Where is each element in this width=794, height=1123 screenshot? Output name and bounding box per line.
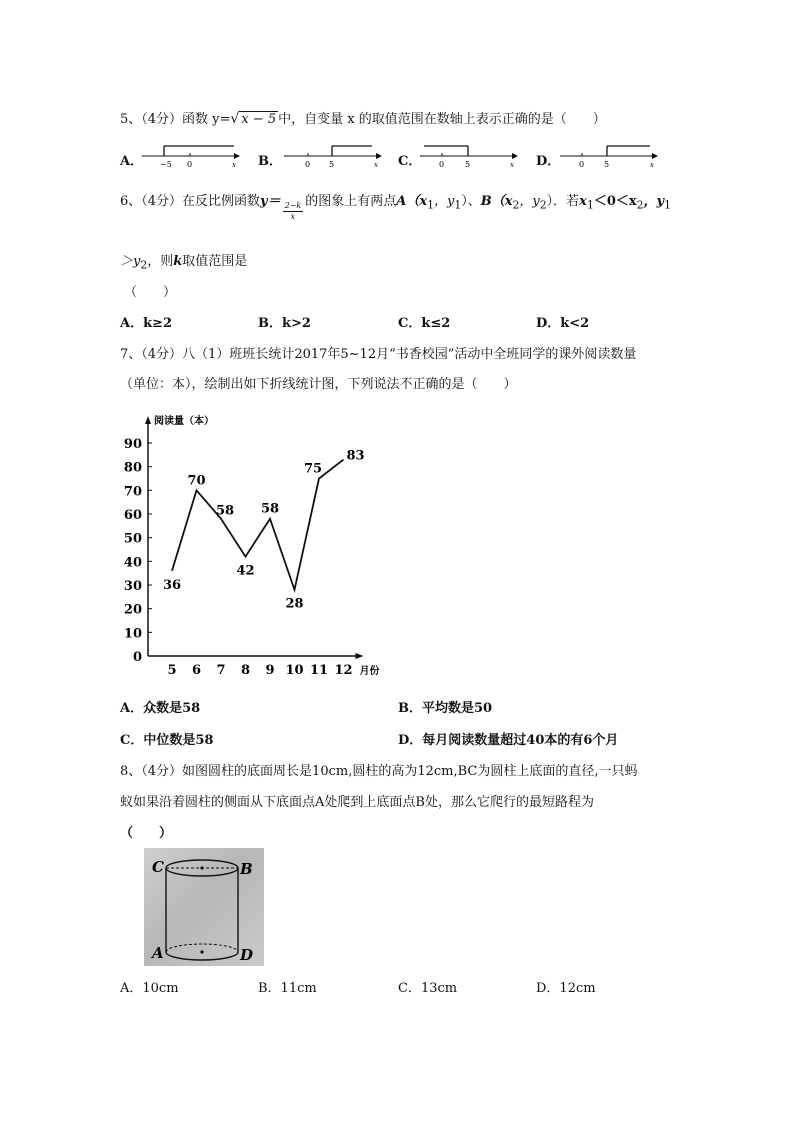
data-label: 42 xyxy=(236,563,255,579)
cylinder-drawing xyxy=(144,848,264,966)
q6-line2-a: ＞y xyxy=(120,254,141,269)
y-tick-label: 30 xyxy=(123,579,142,594)
q5-b-tick-2: 5 xyxy=(329,160,335,169)
q6-sub: 1 xyxy=(454,198,462,212)
q5-option-b-letter: B． xyxy=(258,154,282,169)
q6-line2-b: ，则 xyxy=(147,254,174,269)
q6-func: y＝ xyxy=(260,194,281,209)
q6-fraction xyxy=(283,201,304,222)
q6-option-b: B．k>2 xyxy=(258,316,311,331)
label-c: C xyxy=(152,858,164,876)
q6-cond-end: ，y xyxy=(643,194,665,209)
data-label: 83 xyxy=(346,448,365,464)
x-tick-label: 9 xyxy=(265,663,275,678)
q5-c-tick-2: 5 xyxy=(465,160,471,169)
q5-option-d-letter: D． xyxy=(536,154,561,169)
x-axis-label: 月份 xyxy=(359,666,380,677)
q7-line1: 7、（4分）八（1）班班长统计2017年5~12月“书香校园”活动中全班同学的课外阅读数量 xyxy=(120,347,637,362)
q6-option-d: D．k<2 xyxy=(536,316,590,331)
y-tick-label: 80 xyxy=(123,460,142,476)
y-axis-arrow xyxy=(145,416,151,424)
q5-suffix: 中，自变量 x 的取值范围在数轴上表示正确的是（ ） xyxy=(278,112,606,127)
q6-point-b: B（x xyxy=(480,194,513,209)
q5-d-tick-2: 5 xyxy=(604,160,610,169)
q6-k: k xyxy=(173,254,183,269)
x-axis-arrow xyxy=(356,653,364,659)
q5-option-c-letter: C． xyxy=(398,154,422,169)
q8-line2: 蚁如果沿着圆柱的侧面从下底面点A处爬到上底面点B处，那么它爬行的最短路程为 xyxy=(120,795,594,810)
q6-cond: x xyxy=(579,194,587,209)
q5-a-tick-1: −5 xyxy=(160,160,172,169)
q5-c-axis: x xyxy=(510,161,514,169)
q5-sqrt: √ x − 5 xyxy=(230,111,277,127)
q5-b-axis: x xyxy=(374,161,378,169)
q5-c-tick-1: 0 xyxy=(439,160,445,169)
q6-text-a: 6、（4分）在反比例函数 xyxy=(120,194,261,209)
label-a: A xyxy=(152,944,164,962)
q6-sub: 2 xyxy=(512,198,520,212)
q5-option-d-numberline xyxy=(560,142,660,170)
y-tick-label: 40 xyxy=(123,555,142,571)
label-d: D xyxy=(240,946,254,964)
x-tick-label: 12 xyxy=(334,663,353,678)
q6-option-c: C．k≤2 xyxy=(398,316,451,331)
q7-option-c: C．中位数是58 xyxy=(120,733,214,748)
y-tick-label: 20 xyxy=(123,602,142,618)
q6-close: ）．若 xyxy=(546,194,580,209)
q5-b-tick-1: 0 xyxy=(305,160,311,169)
q8-line1: 8、（4分）如图圆柱的底面周长是10cm,圆柱的高为12cm,BC为圆柱上底面的直径,一只蚂 xyxy=(120,764,638,779)
q6-sub: 1 xyxy=(427,198,434,212)
x-tick-label: 7 xyxy=(216,663,226,678)
q7-line-chart xyxy=(112,408,402,683)
q8-cylinder-figure xyxy=(144,848,264,966)
x-tick-label: 11 xyxy=(309,663,329,678)
q5-a-axis: x xyxy=(232,161,236,169)
q8-option-b: B．11cm xyxy=(258,981,317,996)
x-tick-label: 6 xyxy=(191,663,202,678)
data-label: 75 xyxy=(303,461,323,477)
q6-line2-c: 取值范围是 xyxy=(182,254,248,269)
data-label: 28 xyxy=(285,596,304,612)
q5-option-c-numberline xyxy=(420,142,520,170)
q5-d-tick-1: 0 xyxy=(579,160,585,169)
q6-paren: （ ） xyxy=(124,285,177,300)
q6-close: ）、 xyxy=(461,194,481,209)
q6-frac-den: x xyxy=(290,212,296,221)
q8-option-d: D．12cm xyxy=(536,981,596,996)
q6-line2 xyxy=(120,250,247,272)
q6-sub: 1 xyxy=(586,198,594,212)
x-tick-label: 10 xyxy=(285,663,304,678)
q7-option-a: A．众数是58 xyxy=(120,701,201,716)
q6-cond-mid: ＜0＜x xyxy=(593,194,637,209)
q5-prefix: 5、（4分）函数 y= xyxy=(120,112,231,127)
data-label: 70 xyxy=(187,473,206,489)
y-tick-label: 70 xyxy=(123,484,142,500)
label-b: B xyxy=(240,860,253,878)
x-tick-label: 5 xyxy=(167,663,177,678)
y-tick-label: 50 xyxy=(123,531,142,547)
q6-mid: ，y xyxy=(519,194,540,209)
q6-sub: 1 xyxy=(664,198,671,212)
q6-sub: 2 xyxy=(539,198,547,212)
x-tick-label: 8 xyxy=(240,663,251,678)
y-tick-label: 90 xyxy=(123,437,142,452)
q8-option-a: A．10cm xyxy=(120,981,179,996)
q6-mid: ，y xyxy=(434,194,455,209)
q6-sub: 2 xyxy=(636,198,644,212)
q5-a-tick-2: 0 xyxy=(187,160,193,169)
q6-line1 xyxy=(120,190,671,222)
q5-stem xyxy=(120,108,606,127)
data-label: 58 xyxy=(260,501,280,517)
q6-frac-num: 2−k xyxy=(284,201,302,210)
q5-d-axis: x xyxy=(650,161,654,169)
y-tick-label: 60 xyxy=(123,508,142,523)
q5-option-b-numberline xyxy=(284,142,384,170)
q6-point-a: A（x xyxy=(396,194,428,209)
q7-option-b: B．平均数是50 xyxy=(398,701,493,716)
y-tick-label: 0 xyxy=(132,650,142,665)
y-axis-label: 阅读量（本） xyxy=(154,416,214,427)
q7-line2: （单位：本），绘制出如下折线统计图，下列说法不正确的是（ ） xyxy=(120,377,517,392)
q6-option-a: A．k≥2 xyxy=(120,316,173,331)
q5-option-a-letter: A． xyxy=(120,154,144,169)
q8-paren: （ ） xyxy=(120,826,173,841)
q7-option-d: D．每月阅读数量超过40本的有6个月 xyxy=(398,733,619,748)
q6-text-b: 的图象上有两点 xyxy=(305,194,397,209)
q5-radicand: x − 5 xyxy=(241,112,277,127)
data-label: 58 xyxy=(215,503,235,519)
y-tick-label: 10 xyxy=(123,626,142,642)
q5-option-a-numberline xyxy=(142,142,242,170)
data-label: 36 xyxy=(162,577,182,593)
q8-option-c: C．13cm xyxy=(398,981,458,996)
q6-sub: 2 xyxy=(140,258,148,272)
